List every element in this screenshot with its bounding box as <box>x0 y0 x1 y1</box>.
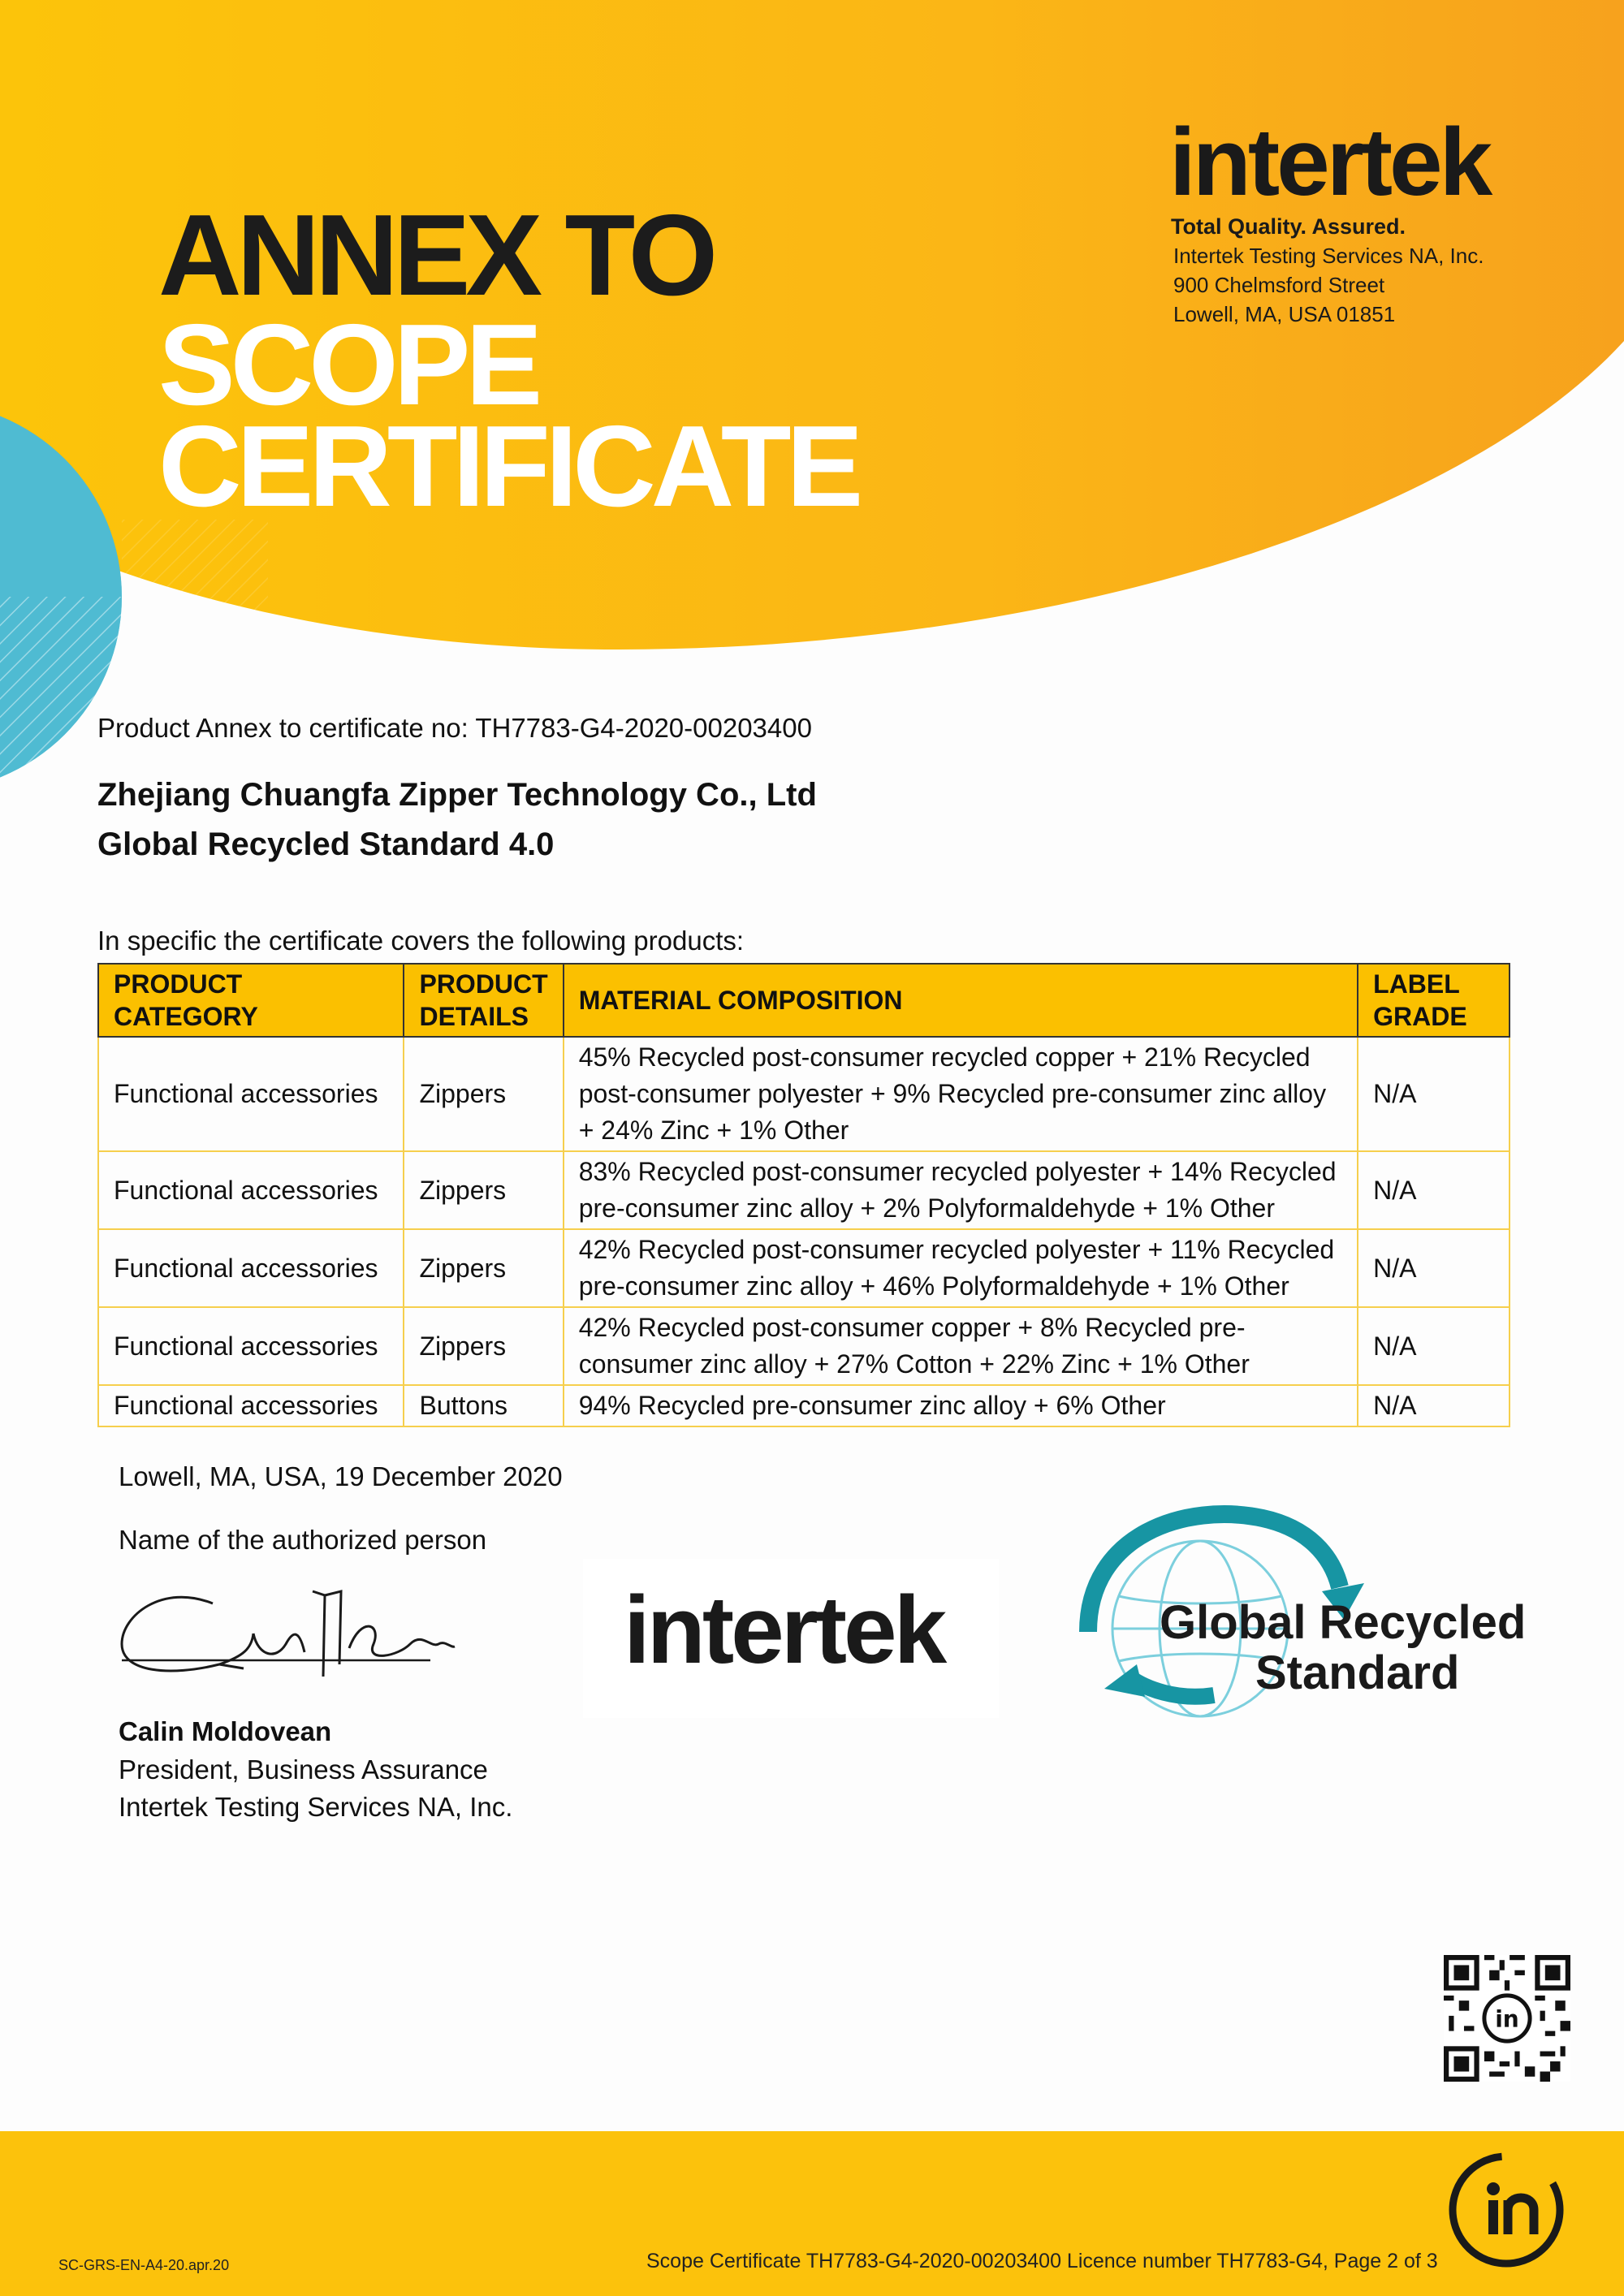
cell-details: Zippers <box>404 1307 563 1385</box>
cell-composition: 42% Recycled post-consumer copper + 8% Recycled pre-consumer zinc alloy + 27% Cotton + 22% Zinc + 1% Other <box>564 1307 1358 1385</box>
cell-grade: N/A <box>1358 1037 1510 1151</box>
address-line-1: Intertek Testing Services NA, Inc. <box>1173 244 1484 268</box>
standard-name: Global Recycled Standard 4.0 <box>97 826 555 862</box>
cell-composition: 83% Recycled post-consumer recycled polyester + 14% Recycled pre-consumer zinc alloy + 2% Polyformaldehyde + 1% Other <box>564 1151 1358 1229</box>
company-name: Zhejiang Chuangfa Zipper Technology Co., Ltd <box>97 777 817 813</box>
intertek-logo-middle: intertek <box>624 1577 944 1684</box>
cell-composition: 42% Recycled post-consumer recycled polyester + 11% Recycled pre-consumer zinc alloy + 46% Polyformaldehyde + 1% Other <box>564 1229 1358 1307</box>
intro-text: In specific the certificate covers the following products: <box>97 926 745 956</box>
place-and-date: Lowell, MA, USA, 19 December 2020 <box>119 1461 563 1491</box>
cell-category: Functional accessories <box>98 1037 404 1151</box>
certificate-number: Product Annex to certificate no: TH7783-G4-2020-00203400 <box>97 713 812 743</box>
cell-grade: N/A <box>1358 1385 1510 1426</box>
grs-logo-text-line2: Standard <box>1255 1646 1460 1699</box>
signer-name: Calin Moldovean <box>119 1716 332 1746</box>
signer-title: President, Business Assurance <box>119 1754 488 1785</box>
cell-details: Zippers <box>404 1229 563 1307</box>
table-row <box>98 1229 1510 1307</box>
title-certificate: CERTIFICATE <box>158 402 859 531</box>
cell-grade: N/A <box>1358 1229 1510 1307</box>
address-line-2: 900 Chelmsford Street <box>1173 273 1385 297</box>
grs-logo-text-line1: Global Recycled <box>1160 1596 1527 1649</box>
table-row <box>98 1307 1510 1385</box>
cell-category: Functional accessories <box>98 1307 404 1385</box>
signer-organization: Intertek Testing Services NA, Inc. <box>119 1792 513 1822</box>
cell-category: Functional accessories <box>98 1151 404 1229</box>
cell-grade: N/A <box>1358 1151 1510 1229</box>
qr-code <box>1444 1955 1570 2082</box>
title-scope: SCOPE <box>158 300 538 429</box>
cell-details: Buttons <box>404 1385 563 1426</box>
cell-grade: N/A <box>1358 1307 1510 1385</box>
cell-category: Functional accessories <box>98 1385 404 1426</box>
svg-text:in: in <box>1495 2005 1519 2033</box>
footer-form-code: SC-GRS-EN-A4-20.apr.20 <box>58 2257 230 2273</box>
tagline: Total Quality. Assured. <box>1171 214 1406 239</box>
cell-composition: 94% Recycled pre-consumer zinc alloy + 6% Other <box>564 1385 1358 1426</box>
footer-certificate-info: Scope Certificate TH7783-G4-2020-00203400 Licence number TH7783-G4, Page 2 of 3 <box>646 2250 1438 2272</box>
signature-graphic <box>122 1591 455 1677</box>
header-material-composition: MATERIAL COMPOSITION <box>564 964 1358 1037</box>
cell-details: Zippers <box>404 1037 563 1151</box>
intertek-logo-top: intertek <box>1169 109 1490 216</box>
title-annex-to: ANNEX TO <box>158 191 714 320</box>
cell-details: Zippers <box>404 1151 563 1229</box>
table-row <box>98 1037 1510 1151</box>
products-table <box>97 963 1510 1427</box>
address-line-3: Lowell, MA, USA 01851 <box>1173 302 1396 326</box>
header-label-grade: LABEL GRADE <box>1358 964 1510 1037</box>
cell-category: Functional accessories <box>98 1229 404 1307</box>
cell-composition: 45% Recycled post-consumer recycled copper + 21% Recycled post-consumer polyester + 9% Recycled pre-consumer zinc alloy + 24% Zinc + 1% Other <box>564 1037 1358 1151</box>
header-product-category: PRODUCT CATEGORY <box>98 964 404 1037</box>
table-header-row <box>98 964 1510 1037</box>
table-row <box>98 1151 1510 1229</box>
table-row <box>98 1385 1510 1426</box>
header-product-details: PRODUCT DETAILS <box>404 964 563 1037</box>
authorized-person-label: Name of the authorized person <box>119 1525 487 1555</box>
